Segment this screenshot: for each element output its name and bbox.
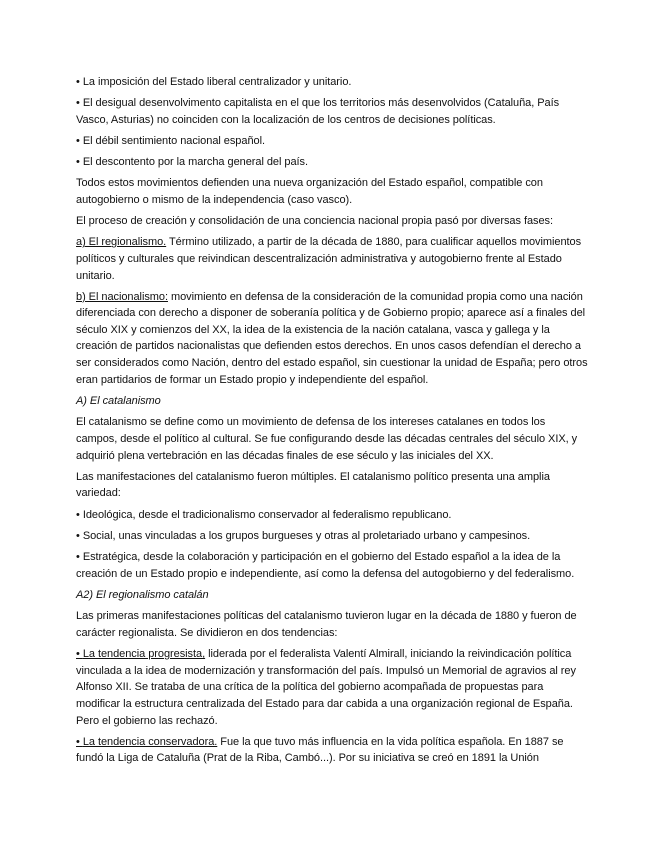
- bullet-item: • Ideológica, desde el tradicionalismo conservador al federalismo republicano.: [76, 507, 589, 524]
- paragraph-movimientos: Todos estos movimientos defienden una nueva organización del Estado español, compatible con autogobierno o mismo de la independencia (caso vasco).: [76, 177, 543, 206]
- term-tendencia-conservadora: [76, 736, 217, 748]
- bullet-marker: [76, 648, 83, 660]
- paragraph-catalanismo: El catalanismo se define como un movimiento de defensa de los intereses catalanes en todos los campos, desde el político al cultural. Se fue configurando desde las décadas centrales del século XIX, y adquirió plena vertebración en las décadas finales de ese século y las iniciales del XX.: [76, 416, 578, 462]
- section-heading-catalanismo: A) El catalanismo: [76, 394, 161, 407]
- paragraph-manifestaciones: Las manifestaciones del catalanismo fueron múltiples. El catalanismo político presenta una amplia variedad:: [76, 470, 550, 500]
- paragraph-tendencia-progresista: [76, 646, 589, 729]
- term-tendencia-conservadora-label: La tendencia conservadora.: [82, 735, 218, 748]
- bullet-item: • El débil sentimiento nacional español.: [76, 133, 589, 150]
- paragraph-primeras-manifestaciones: Las primeras manifestaciones políticas del catalanismo tuvieron lugar en la década de 1880 y fueron de carácter regionalista. Se dividieron en dos tendencias:: [76, 610, 577, 639]
- bullet-item: • Estratégica, desde la colaboración y participación en el gobierno del Estado español a la idea de la creación de un Estado propio e independiente, así como la defensa del autogobierno y del federalismo.: [76, 549, 589, 582]
- bullet-item: • El desigual desenvolvimento capitalista en el que los territorios más desenvolvidos (Cataluña, País Vasco, Asturias) no coinciden con la localización de los centros de decisiones políticas.: [76, 95, 589, 128]
- bullet-item: • El descontento por la marcha general del país.: [76, 154, 589, 171]
- term-regionalismo: a) El regionalismo.: [76, 236, 167, 249]
- paragraph-tendencia-conservadora: [76, 734, 589, 767]
- fase-regionalismo-text: Término utilizado, a partir de la década de 1880, para cualificar aquellos movimientos políticos y culturales que reivindican descentralización administrativa y autogobierno frente al Estado unitario.: [76, 236, 582, 282]
- term-tendencia-progresista-label: La tendencia progresista,: [82, 648, 206, 661]
- bullet-marker: [76, 736, 83, 748]
- tendencia-progresista-text: liderada por el federalista Valentí Almirall, iniciando la reivindicación política vinculada a la idea de modernización y transformación del país. Impulsó un Memorial de agravios al rey Alfonso XII. Se trataba de una crítica de la política del gobierno acompañada de propuestas para modificar la estructura centralizada del Estado para dar cabida a una organización regional de España. Pero el gobierno las rechazó.: [76, 648, 576, 727]
- paragraph-fase-regionalismo: [76, 234, 589, 284]
- term-nacionalismo: b) El nacionalismo:: [76, 290, 168, 303]
- paragraph-fase-nacionalismo: [76, 289, 589, 389]
- fase-nacionalismo-text: movimiento en defensa de la consideración de la comunidad propia como una nación diferenciada con derecho a disponer de soberanía política y de Gobierno propio; aparece así a finales del século XIX y comienzos del XX, la idea de la existencia de la nación catalana, vasca y gallega y la creación de partidos nacionalistas que defienden estos derechos. En unos casos defendían el derecho a ser considerados como Nación, dentro del estado español, sin cuestionar la unidad de España; pero otros eran partidarios de formar un Estado propio y independiente del español.: [76, 290, 588, 386]
- term-tendencia-progresista: [76, 648, 205, 660]
- section-heading-regionalismo-catalan: A2) El regionalismo catalán: [76, 588, 209, 601]
- paragraph-proceso: El proceso de creación y consolidación de una conciencia nacional propia pasó por diversas fases:: [76, 215, 553, 228]
- tendencia-conservadora-text: Fue la que tuvo más influencia en la vida política española. En 1887 se fundó la Liga de Cataluña (Prat de la Riba, Cambó...). Por su iniciativa se creó en 1891 la Unión: [76, 735, 564, 765]
- bullet-item: • La imposición del Estado liberal centralizador y unitario.: [76, 74, 589, 91]
- bullet-item: • Social, unas vinculadas a los grupos burgueses y otras al proletariado urbano y campesinos.: [76, 528, 589, 545]
